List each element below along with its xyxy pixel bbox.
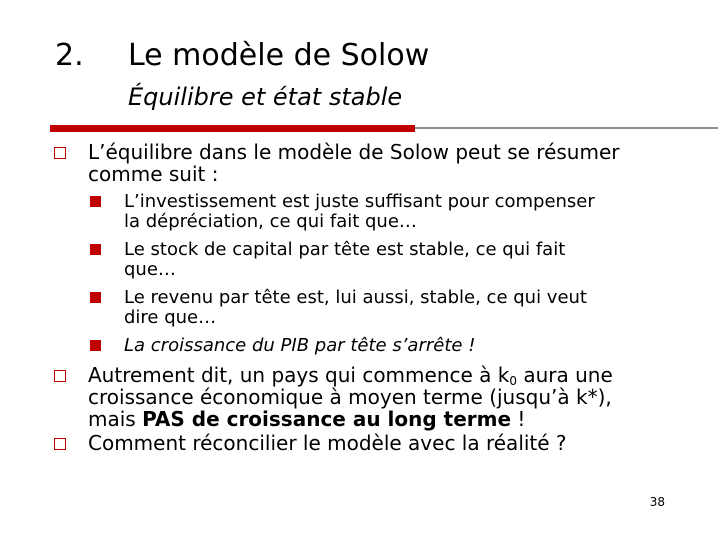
page-number: 38	[649, 495, 665, 509]
bullet-1-line-1: L’équilibre dans le modèle de Solow peut se résumer	[88, 140, 620, 164]
slide-subtitle: Équilibre et état stable	[128, 83, 403, 111]
square-bullet-icon	[54, 370, 66, 382]
sub-bullet-4: La croissance du PIB par tête s’arrête !	[124, 335, 476, 356]
bullet-2-line-3-text: mais	[88, 407, 143, 431]
slide-title: Le modèle de Solow	[128, 38, 430, 73]
bullet-2-emphasis: PAS de croissance au long terme	[142, 407, 512, 431]
square-bullet-icon	[54, 147, 66, 159]
sub-bullet-2-line-2: que…	[124, 259, 176, 280]
title-rule-line	[415, 127, 718, 129]
bullet-1-line-2: comme suit :	[88, 162, 219, 186]
bullet-2-line-1-tail: aura une	[517, 363, 613, 387]
slide-number-title: 2.	[55, 38, 84, 73]
subscript-zero: 0	[509, 374, 517, 388]
sub-bullet-3-line-1: Le revenu par tête est, lui aussi, stable, ce qui veut	[124, 287, 587, 308]
sub-bullet-1-line-1: L’investissement est juste suffisant pour compenser	[124, 191, 595, 212]
filled-square-bullet-icon	[90, 244, 101, 255]
square-bullet-icon	[54, 438, 66, 450]
bullet-3: Comment réconcilier le modèle avec la réalité ?	[88, 431, 567, 455]
title-rule-accent	[50, 125, 415, 132]
filled-square-bullet-icon	[90, 292, 101, 303]
bullet-2-line-2: croissance économique à moyen terme (jusqu’à k*),	[88, 385, 612, 409]
bullet-2-line-3	[88, 408, 678, 430]
filled-square-bullet-icon	[90, 340, 101, 351]
sub-bullet-3-line-2: dire que…	[124, 307, 217, 328]
bullet-2-line-1-text: Autrement dit, un pays qui commence à k	[88, 363, 510, 387]
sub-bullet-1-line-2: la dépréciation, ce qui fait que…	[124, 211, 417, 232]
title-rule	[50, 125, 718, 132]
sub-bullet-2-line-1: Le stock de capital par tête est stable, ce qui fait	[124, 239, 566, 260]
filled-square-bullet-icon	[90, 196, 101, 207]
bullet-2-line-3-tail: !	[511, 407, 526, 431]
